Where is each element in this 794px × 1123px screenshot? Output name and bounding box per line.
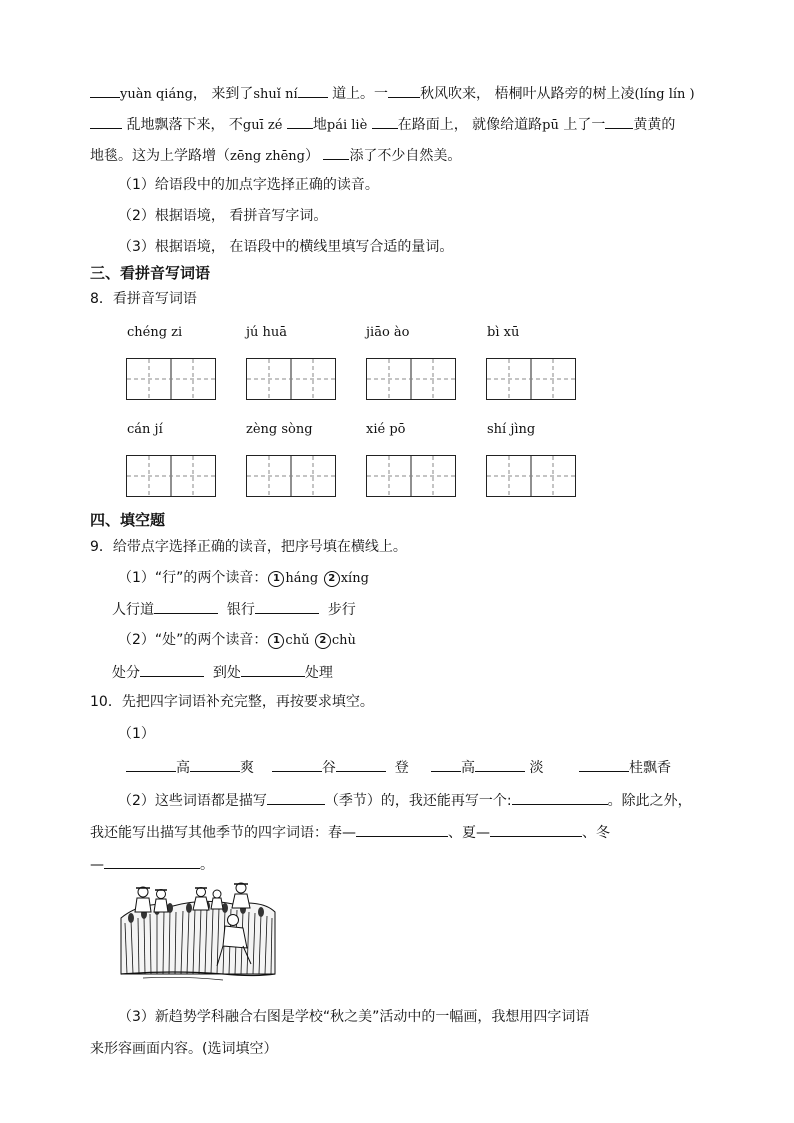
writing-grid[interactable] xyxy=(126,358,216,400)
answer-blank[interactable] xyxy=(579,756,629,772)
writing-grid[interactable] xyxy=(366,358,456,400)
question-text: 、夏— xyxy=(448,825,490,841)
pinyin-label: jiāo ào xyxy=(366,325,410,340)
answer-blank[interactable] xyxy=(272,756,322,772)
answer-blank[interactable] xyxy=(241,661,305,677)
answer-blank[interactable] xyxy=(431,756,461,772)
answer-blank[interactable] xyxy=(336,756,386,772)
q9-title: 9．给带点字选择正确的读音，把序号填在横线上。 xyxy=(90,539,407,555)
pinyin-label: cán jí xyxy=(127,422,163,437)
grid-guides xyxy=(247,456,335,496)
answer-blank[interactable] xyxy=(605,113,633,129)
answer-blank[interactable] xyxy=(90,113,122,129)
passage-text: 地毯。这为上学路增（ xyxy=(90,148,230,164)
grid-guides xyxy=(367,456,455,496)
idiom-char: 高 xyxy=(460,760,475,776)
answer-blank[interactable] xyxy=(298,82,328,98)
q7-sub-1: （1）给语段中的加点字选择正确的读音。 xyxy=(118,177,379,193)
writing-grid[interactable] xyxy=(126,455,216,497)
answer-blank[interactable] xyxy=(104,853,200,869)
grid-guides xyxy=(487,359,575,399)
q8-title: 8．看拼音写词语 xyxy=(90,291,197,307)
word: 步行 xyxy=(327,602,356,618)
writing-grid[interactable] xyxy=(486,455,576,497)
q10-sub-1: （1） xyxy=(118,726,155,742)
pinyin-label: shí jìng xyxy=(487,422,536,437)
passage-line-3 xyxy=(90,144,461,167)
passage-text: 道上。一 xyxy=(332,86,389,102)
q10-title: 10．先把四字词语补充完整，再按要求填空。 xyxy=(90,694,374,710)
option-number: 1 xyxy=(268,571,284,587)
question-text: 、冬 xyxy=(582,825,610,841)
passage-line-1 xyxy=(90,82,695,105)
idiom-char: 淡 xyxy=(529,760,544,776)
q10-sub-3-line-2: 来形容画面内容。(选词填空） xyxy=(90,1041,278,1057)
answer-blank[interactable] xyxy=(356,821,448,837)
passage-text: 在路面上， 就像给道路 xyxy=(397,117,543,133)
pinyin: yuàn qiáng xyxy=(120,87,193,102)
q9-sub-1-label: （1）“行”的两个读音： xyxy=(118,570,268,586)
writing-grid[interactable] xyxy=(486,358,576,400)
grid-guides xyxy=(127,359,215,399)
question-text: （2）这些词语都是描写 xyxy=(118,793,267,809)
q9-sub-2-words xyxy=(112,661,333,683)
q9-sub-1 xyxy=(118,568,369,589)
question-text: 我还能写出描写其他季节的四字词语：春— xyxy=(90,825,356,841)
passage-text: 秋风吹来， 梧桐叶从路旁的树上凌 xyxy=(420,86,635,102)
answer-blank[interactable] xyxy=(126,756,176,772)
section-4-title: 四、填空题 xyxy=(90,511,166,529)
q9-sub-2 xyxy=(118,630,356,651)
answer-blank[interactable] xyxy=(190,756,240,772)
answer-blank[interactable] xyxy=(90,82,120,98)
answer-blank[interactable] xyxy=(323,144,349,160)
idiom-char: 登 xyxy=(394,760,409,776)
pinyin: xíng xyxy=(340,571,369,586)
answer-blank[interactable] xyxy=(388,82,420,98)
question-text: 。 xyxy=(200,857,214,873)
q10-sub-2-line-1 xyxy=(118,789,692,811)
harvest-illustration xyxy=(113,878,283,984)
answer-blank[interactable] xyxy=(490,821,582,837)
word: 处理 xyxy=(304,665,333,681)
option-number: 1 xyxy=(268,633,284,649)
answer-blank[interactable] xyxy=(140,661,204,677)
pinyin-label: zèng sòng xyxy=(246,422,313,437)
idiom-char: 高 xyxy=(176,760,190,776)
writing-grid[interactable] xyxy=(246,455,336,497)
answer-blank[interactable] xyxy=(372,113,398,129)
pinyin-label: xié pō xyxy=(366,422,406,437)
writing-grid[interactable] xyxy=(366,455,456,497)
passage-text: ） xyxy=(304,148,319,164)
q9-sub-1-words xyxy=(112,598,356,620)
pinyin: pū xyxy=(542,118,559,133)
passage-text: 添了不少自然美。 xyxy=(349,148,462,164)
answer-blank[interactable] xyxy=(512,789,608,805)
pinyin-label: bì xū xyxy=(487,325,520,340)
idiom-char: 谷 xyxy=(321,760,336,776)
word: 到处 xyxy=(212,665,241,681)
pinyin: zēng zhēng xyxy=(230,149,305,164)
writing-grid[interactable] xyxy=(246,358,336,400)
passage-line-2 xyxy=(90,113,675,136)
question-text: 。除此之外， xyxy=(607,793,692,809)
q10-sub-2-line-3 xyxy=(90,853,214,875)
passage-text: 上了一 xyxy=(563,117,606,133)
idiom-char: 桂飘香 xyxy=(629,760,672,776)
word: 人行道 xyxy=(112,602,154,618)
passage-text: 地 xyxy=(312,117,327,133)
answer-blank[interactable] xyxy=(154,598,218,614)
pinyin-label: jú huā xyxy=(246,325,288,340)
word: 银行 xyxy=(226,602,255,618)
grid-guides xyxy=(127,456,215,496)
q7-sub-2: （2）根据语境， 看拼音写字词。 xyxy=(118,208,328,224)
grid-guides xyxy=(487,456,575,496)
q10-sub-2-line-2 xyxy=(90,821,610,843)
passage-text: 黄黄的 xyxy=(633,117,676,133)
question-text: （季节）的，我还能再写一个: xyxy=(324,793,512,809)
q10-sub-3-line-1: （3）新趋势学科融合右图是学校“秋之美”活动中的一幅画，我想用四字词语 xyxy=(118,1009,590,1025)
q9-sub-2-label: （2）“处”的两个读音： xyxy=(118,632,268,648)
pinyin: shuǐ ní xyxy=(253,87,298,102)
pinyin: pái liè xyxy=(326,118,368,133)
word: 处分 xyxy=(112,665,140,681)
idiom-char: 爽 xyxy=(240,760,254,776)
grid-guides xyxy=(247,359,335,399)
passage-text: ， 来到了 xyxy=(192,86,254,102)
pinyin: chǔ xyxy=(285,633,310,648)
pinyin: guī zé xyxy=(242,118,283,133)
option-number: 2 xyxy=(315,633,331,649)
answer-blank[interactable] xyxy=(287,113,313,129)
pinyin: chù xyxy=(331,633,356,648)
pinyin-label: chéng zi xyxy=(127,325,183,340)
answer-blank[interactable] xyxy=(475,756,525,772)
option-number: 2 xyxy=(324,571,340,587)
q7-sub-3: （3）根据语境， 在语段中的横线里填写合适的量词。 xyxy=(118,239,454,255)
question-text: — xyxy=(90,857,104,873)
pinyin: (líng lín ) xyxy=(634,87,695,102)
idiom-row xyxy=(126,756,671,778)
answer-blank[interactable] xyxy=(255,598,319,614)
answer-blank[interactable] xyxy=(267,789,325,805)
section-3-title: 三、看拼音写词语 xyxy=(90,264,211,282)
pinyin: háng xyxy=(285,571,319,586)
grid-guides xyxy=(367,359,455,399)
passage-text: 乱地飘落下来， 不 xyxy=(126,117,243,133)
